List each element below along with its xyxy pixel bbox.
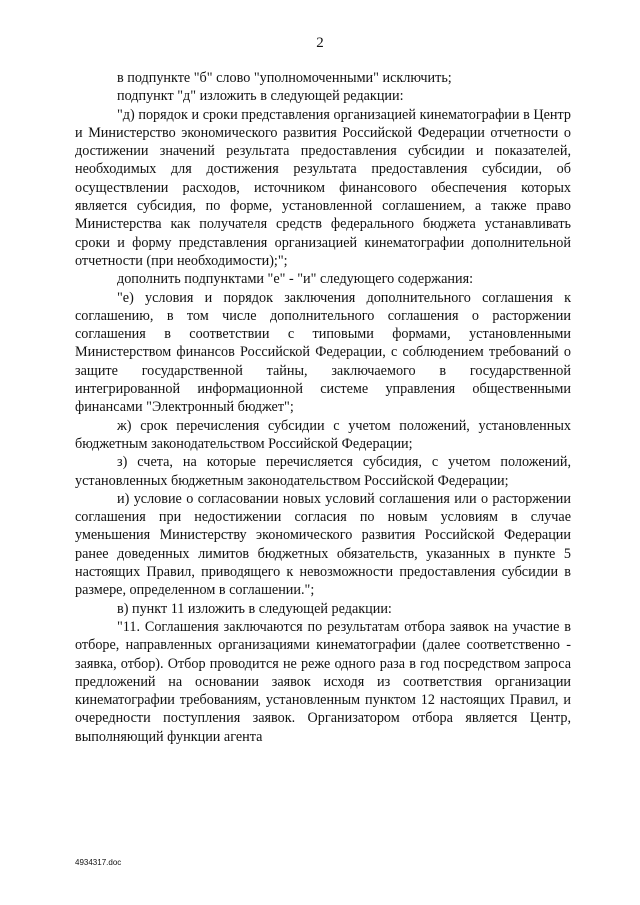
- paragraph-point-11-intro: в) пункт 11 изложить в следующей редакции:: [117, 600, 392, 617]
- paragraph-subpoint-i: и) условие о согласовании новых условий соглашения или о расторжении соглашения при недостижении согласия по новым условиям в случае уменьшения Министерству экономического развития Российской Федерации ранее доведенных лимитов бюджетных обязательств, указанных в пункте 5 настоящих Правил, приводящего к невозможности предоставления субсидии в размере, определенном в соглашении.";: [75, 490, 571, 599]
- paragraph-subpoint-zh: ж) срок перечисления субсидии с учетом положений, установленных бюджетным законодательством Российской Федерации;: [75, 417, 571, 452]
- paragraph-subpoint-e: "е) условия и порядок заключения дополнительного соглашения к соглашению, в том числе дополнительного соглашения о расторжении соглашения в соответствии с типовыми формами, установленными Министерством финансов Российской Федерации, с соблюдением требований о защите государственной тайны, заключаемого в государственной интегрированной информационной системе управления общественными финансами "Электронный бюджет";: [75, 289, 571, 416]
- footer-file-code: 4934317.doc: [75, 858, 122, 867]
- paragraph-subpoint-d: "д) порядок и сроки представления организацией кинематографии в Центр и Министерство экономического развития Российской Федерации отчетности о достижении значений результата предоставления субсидии и показателей, необходимых для достижения результата предоставления субсидии, об осуществлении расходов, источником финансового обеспечения которых является субсидия, по форме, установленной соглашением, а также право Министерства как получателя средств федерального бюджета устанавливать сроки и форму представления организацией кинематографии дополнительной отчетности (при необходимости);";: [75, 106, 571, 269]
- paragraph-subpoint-z: з) счета, на которые перечисляется субсидия, с учетом положений, установленных бюджетным законодательством Российской Федерации;: [75, 454, 571, 489]
- paragraph-subpoint-b: в подпункте "б" слово "уполномоченными" исключить;: [117, 70, 452, 86]
- paragraph-subpoint-d-intro: подпункт "д" изложить в следующей редакции:: [117, 88, 404, 105]
- document-body: [75, 69, 571, 746]
- paragraph-point-11: "11. Соглашения заключаются по результатам отбора заявок на участие в отборе, направленных организациями кинематографии (далее соответственно - заявка, отбор). Отбор проводится не реже одного раза в год посредством запроса предложений на основании заявок исходя из соответствия организации кинематографии требованиям, установленным пунктом 12 настоящих Правил, и очередности поступления заявок. Организатором отбора является Центр, выполняющий функции агента: [75, 618, 571, 745]
- paragraph-add-subpoints-intro: дополнить подпунктами "е" - "и" следующего содержания:: [117, 271, 474, 288]
- page-number: 2: [316, 35, 324, 51]
